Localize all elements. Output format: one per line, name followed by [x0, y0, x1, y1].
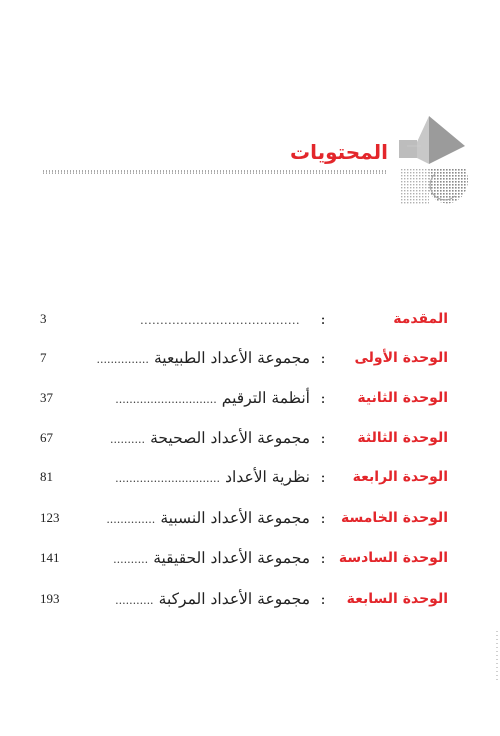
- toc-leader: [55, 423, 310, 455]
- toc-leader: [60, 543, 310, 575]
- toc-row-unit-7[interactable]: [0, 584, 500, 614]
- toc-colon: :: [320, 389, 326, 407]
- toc-unit-label: الوحدة الثانية: [357, 390, 448, 406]
- toc-row-introduction[interactable]: [0, 304, 500, 334]
- toc-dots: ..........: [110, 433, 145, 446]
- toc-dots: .............................: [115, 393, 217, 406]
- toc-page-number: 123: [40, 510, 60, 525]
- toc-row-unit-4[interactable]: [0, 462, 500, 492]
- toc-unit-label: الوحدة السادسة: [338, 550, 448, 566]
- toc-dots: ..............................: [115, 472, 221, 485]
- toc-leader: [140, 304, 300, 336]
- toc-row-unit-3[interactable]: [0, 423, 500, 453]
- toc-page-number: 37: [40, 390, 53, 405]
- toc-row-unit-6[interactable]: [0, 543, 500, 573]
- toc-leader: [55, 462, 310, 494]
- toc-topic: مجموعة الأعداد الصحيحة: [150, 429, 310, 447]
- toc-page-number: 193: [40, 591, 60, 606]
- toc-leader: [55, 383, 310, 415]
- margin-decoration: [496, 630, 498, 680]
- toc-topic: نظرية الأعداد: [225, 468, 310, 486]
- toc-dots: ..........: [113, 553, 149, 566]
- toc-page-number: 67: [40, 430, 53, 445]
- toc-topic: مجموعة الأعداد النسبية: [160, 509, 310, 527]
- toc-leader: [60, 584, 310, 616]
- toc-unit-label: الوحدة السابعة: [346, 591, 448, 607]
- toc-colon: :: [320, 509, 326, 527]
- toc-row-unit-1[interactable]: [0, 343, 500, 373]
- toc-leader: [50, 343, 310, 375]
- toc-leader: [60, 503, 310, 535]
- page-title: المحتويات: [289, 140, 388, 164]
- toc-colon: :: [320, 349, 326, 367]
- toc-colon: :: [320, 549, 326, 567]
- toc-row-unit-5[interactable]: [0, 503, 500, 533]
- toc-colon: :: [320, 310, 326, 328]
- toc-row-unit-2[interactable]: [0, 383, 500, 413]
- toc-dots: ........................................: [140, 314, 300, 327]
- toc-unit-label: الوحدة الأولى: [354, 350, 448, 366]
- toc-unit-label: الوحدة الثالثة: [357, 430, 448, 446]
- toc-unit-label: المقدمة: [393, 311, 448, 327]
- toc-colon: :: [320, 468, 326, 486]
- toc-unit-label: الوحدة الخامسة: [341, 510, 448, 526]
- toc-topic: أنظمة الترقيم: [221, 389, 310, 407]
- toc-page-number: 3: [40, 311, 47, 326]
- toc-dots: ..............: [106, 513, 156, 526]
- toc-page-number: 141: [40, 550, 60, 565]
- toc-page-number: 81: [40, 469, 53, 484]
- toc-page-number: 7: [40, 350, 47, 365]
- toc-unit-label: الوحدة الرابعة: [352, 469, 448, 485]
- toc-dots: ...............: [96, 353, 149, 366]
- toc-topic: مجموعة الأعداد الطبيعية: [154, 349, 310, 367]
- toc-topic: مجموعة الأعداد المركبة: [158, 590, 310, 608]
- toc-dots: ...........: [115, 594, 154, 607]
- toc-topic: مجموعة الأعداد الحقيقية: [153, 549, 310, 567]
- toc-colon: :: [320, 590, 326, 608]
- toc-colon: :: [320, 429, 326, 447]
